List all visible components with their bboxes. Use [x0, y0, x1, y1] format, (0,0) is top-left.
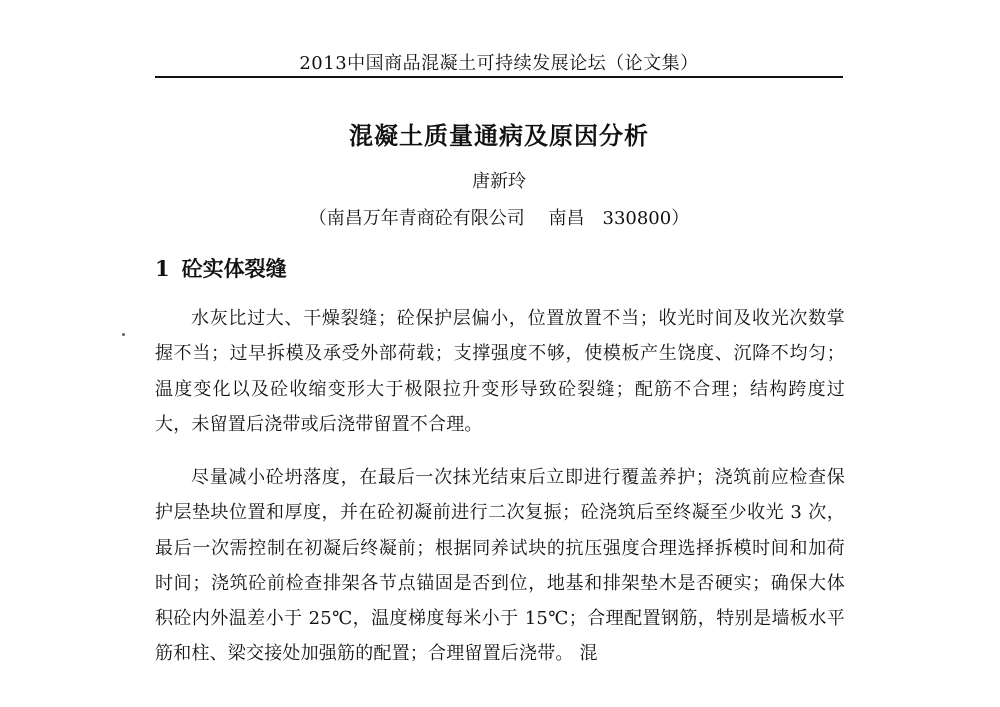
body-paragraph: 水灰比过大、干燥裂缝；砼保护层偏小，位置放置不当；收光时间及收光次数掌握不当；过早拆模及承受外部荷载；支撑强度不够，使模板产生饶度、沉降不均匀；温度变化以及砼收缩变形大于极限拉升变形导致砼裂缝；配筋不合理；结构跨度过大，未留置后浇带或后浇带留置不合理。: [155, 308, 845, 435]
body-paragraph: 尽量减小砼坍落度，在最后一次抹光结束后立即进行覆盖养护；浇筑前应检查保护层垫块位置和厚度，并在砼初凝前进行二次复振；砼浇筑后至终凝至少收光 3 次，最后一次需控制在初凝后终凝前；根据同养试块的抗压强度合理选择拆模时间和加荷时间；浇筑砼前检查排架各节点锚固是否到位，地基和排架垫木是否硬实；确保大体积砼内外温差小于 25℃，温度梯度每米小于 15℃；合理配置钢筋，特别是墙板水平筋和柱、梁交接处加强筋的配置；合理留置后浇带。 混: [155, 467, 845, 665]
section-heading: [155, 254, 287, 284]
running-header: 2013中国商品混凝土可持续发展论坛（论文集）: [299, 53, 699, 74]
author-name: 唐新玲: [472, 171, 526, 192]
paper-title: 混凝土质量通病及原因分析: [349, 121, 649, 150]
author-affiliation: （南昌万年青商砼有限公司 南昌 330800）: [308, 208, 690, 229]
header-rule: [155, 76, 843, 78]
section-title: 砼实体裂缝: [181, 256, 287, 281]
section-number: 1: [155, 256, 170, 281]
margin-dot: [122, 333, 125, 336]
